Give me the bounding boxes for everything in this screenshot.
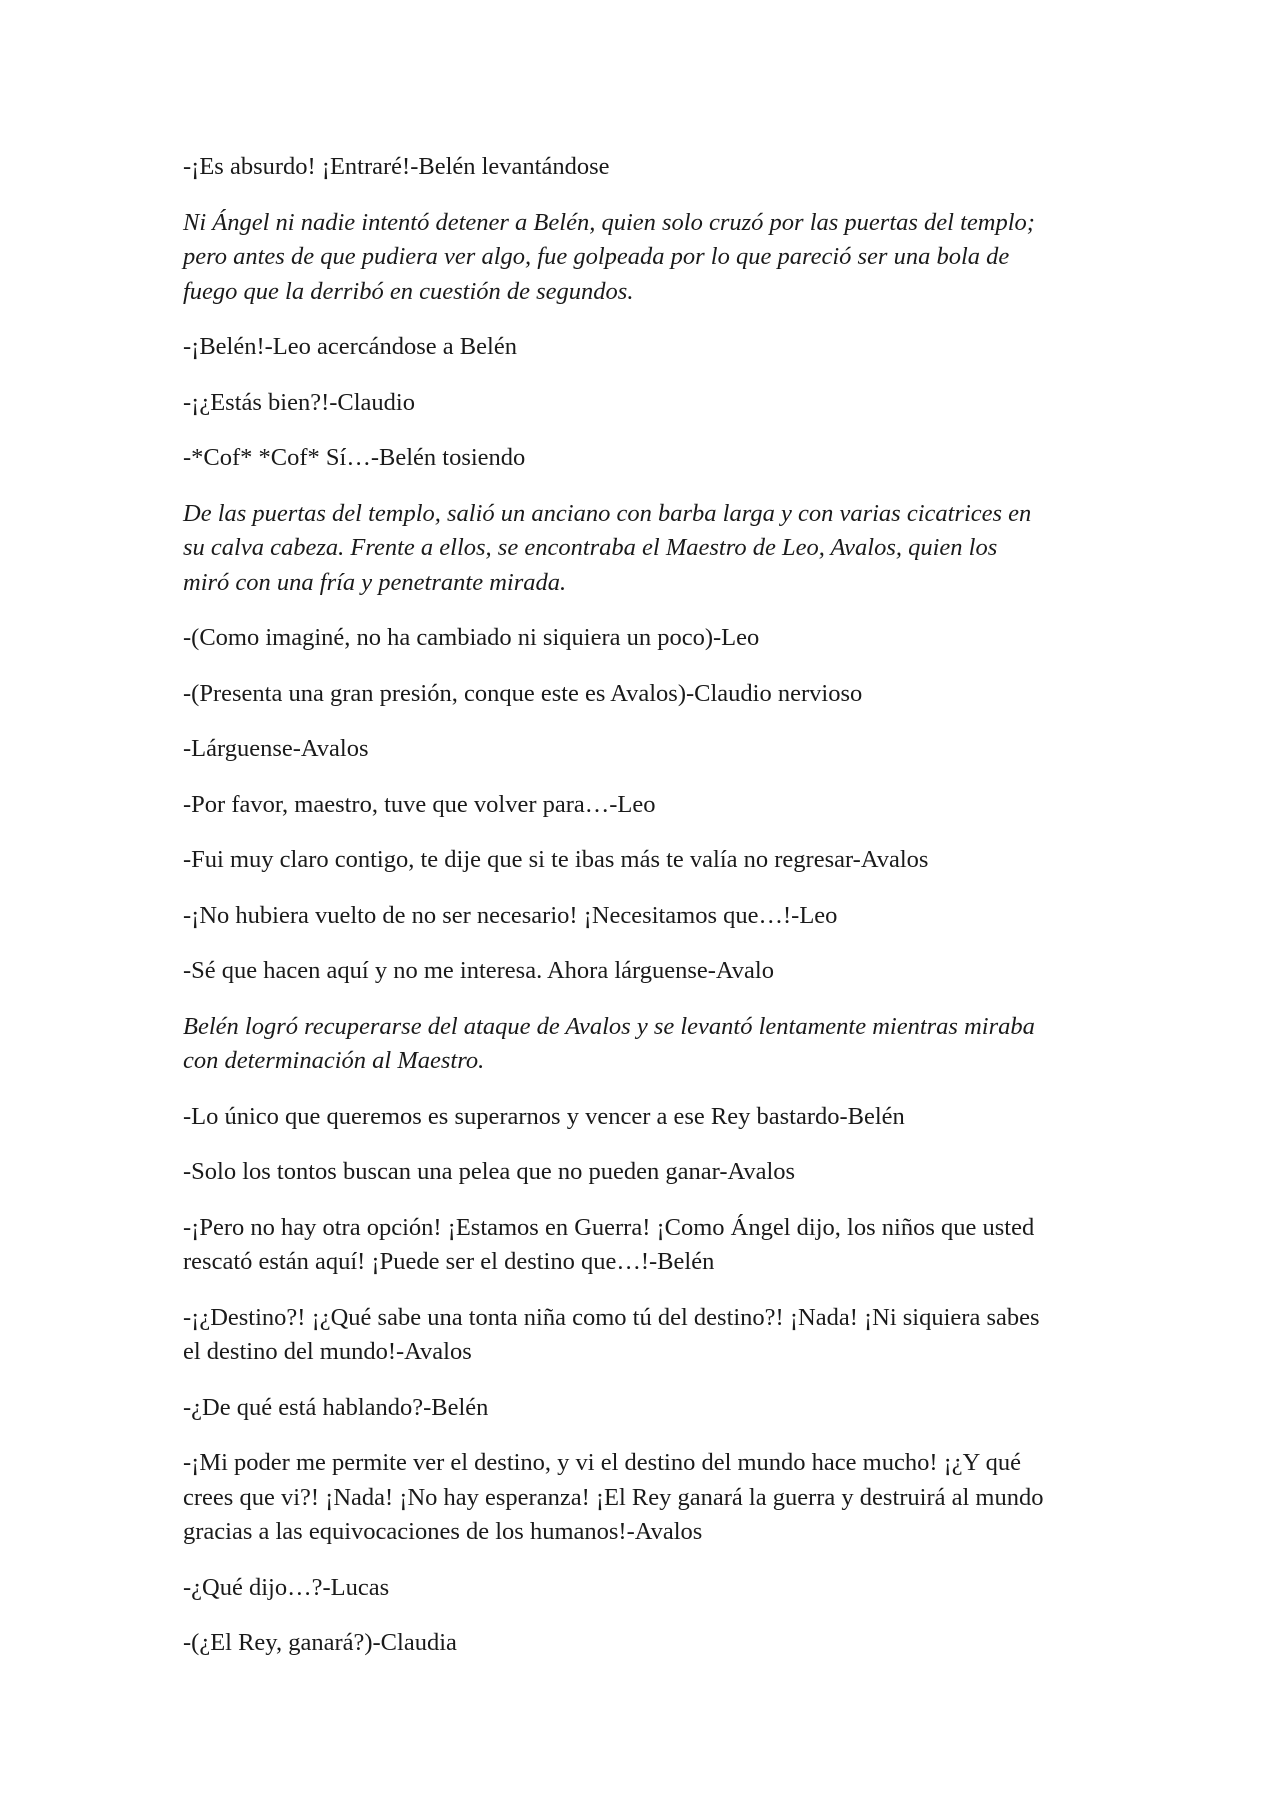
narration-paragraph bbox=[183, 1010, 1103, 1079]
text-line: -Solo los tontos buscan una pelea que no pueden ganar-Avalos bbox=[183, 1158, 796, 1185]
text-line: con determinación al Maestro. bbox=[183, 1047, 485, 1074]
dialogue-line bbox=[183, 1446, 1103, 1550]
dialogue-line bbox=[183, 1100, 1103, 1135]
text-line: Ni Ángel ni nadie intentó detener a Belén, quien solo cruzó por las puertas del templo; bbox=[183, 208, 1035, 236]
text-line: -¿Qué dijo…?-Lucas bbox=[183, 1573, 390, 1601]
text-line: gracias a las equivocaciones de los humanos!-Avalos bbox=[183, 1518, 703, 1545]
narration-paragraph bbox=[183, 497, 1103, 601]
text-line: -Por favor, maestro, tuve que volver para…-Leo bbox=[183, 790, 656, 818]
text-line: su calva cabeza. Frente a ellos, se encontraba el Maestro de Leo, Avalos, quien los bbox=[183, 534, 998, 561]
text-line: -¡No hubiera vuelto de no ser necesario! ¡Necesitamos que…!-Leo bbox=[183, 901, 838, 929]
text-line: miró con una fría y penetrante mirada. bbox=[183, 568, 567, 596]
dialogue-line bbox=[183, 621, 1103, 656]
dialogue-line bbox=[183, 1391, 1103, 1426]
text-line: -¡Mi poder me permite ver el destino, y vi el destino del mundo hace mucho! ¡¿Y qué bbox=[183, 1449, 1021, 1476]
text-line: el destino del mundo!-Avalos bbox=[183, 1338, 472, 1365]
dialogue-line bbox=[183, 732, 1103, 767]
text-line: -¡¿Estás bien?!-Claudio bbox=[183, 388, 415, 416]
text-line: Belén logró recuperarse del ataque de Avalos y se levantó lentamente mientras miraba bbox=[183, 1012, 1035, 1040]
text-line: -Lárguense-Avalos bbox=[183, 735, 369, 762]
text-line: -(Como imaginé, no ha cambiado ni siquiera un poco)-Leo bbox=[183, 624, 760, 651]
text-line: -Fui muy claro contigo, te dije que si te ibas más te valía no regresar-Avalos bbox=[183, 846, 929, 873]
dialogue-line bbox=[183, 1155, 1103, 1190]
text-line: -¡Belén!-Leo acercándose a Belén bbox=[183, 333, 517, 360]
dialogue-line bbox=[183, 1301, 1103, 1370]
text-line: -*Cof* *Cof* Sí…-Belén tosiendo bbox=[183, 444, 526, 471]
dialogue-line bbox=[183, 1571, 1103, 1606]
dialogue-line bbox=[183, 954, 1103, 989]
dialogue-line bbox=[183, 843, 1103, 878]
text-line: -¡Es absurdo! ¡Entraré!-Belén levantándose bbox=[183, 153, 610, 180]
dialogue-line bbox=[183, 441, 1103, 476]
document-body bbox=[183, 150, 1103, 1682]
text-line: -¡Pero no hay otra opción! ¡Estamos en Guerra! ¡Como Ángel dijo, los niños que usted bbox=[183, 1213, 1035, 1241]
dialogue-line bbox=[183, 788, 1103, 823]
dialogue-line bbox=[183, 330, 1103, 365]
narration-paragraph bbox=[183, 206, 1103, 310]
text-line: -(¿El Rey, ganará?)-Claudia bbox=[183, 1629, 457, 1656]
text-line: -Sé que hacen aquí y no me interesa. Ahora lárguense-Avalo bbox=[183, 957, 774, 984]
text-line: rescató están aquí! ¡Puede ser el destino que…!-Belén bbox=[183, 1248, 715, 1275]
text-line: -¿De qué está hablando?-Belén bbox=[183, 1393, 489, 1421]
dialogue-line bbox=[183, 150, 1103, 185]
dialogue-line bbox=[183, 1211, 1103, 1280]
dialogue-line bbox=[183, 1626, 1103, 1661]
text-line: fuego que la derribó en cuestión de segundos. bbox=[183, 277, 634, 305]
dialogue-line bbox=[183, 386, 1103, 421]
text-line: crees que vi?! ¡Nada! ¡No hay esperanza! ¡El Rey ganará la guerra y destruirá al mundo bbox=[183, 1483, 1044, 1511]
text-line: pero antes de que pudiera ver algo, fue golpeada por lo que pareció ser una bola de bbox=[183, 243, 1010, 270]
text-line: -(Presenta una gran presión, conque este es Avalos)-Claudio nervioso bbox=[183, 679, 863, 707]
text-line: -Lo único que queremos es superarnos y vencer a ese Rey bastardo-Belén bbox=[183, 1102, 905, 1130]
text-line: De las puertas del templo, salió un anciano con barba larga y con varias cicatrices en bbox=[183, 499, 1032, 527]
text-line: -¡¿Destino?! ¡¿Qué sabe una tonta niña como tú del destino?! ¡Nada! ¡Ni siquiera sabes bbox=[183, 1303, 1040, 1331]
dialogue-line bbox=[183, 899, 1103, 934]
dialogue-line bbox=[183, 677, 1103, 712]
